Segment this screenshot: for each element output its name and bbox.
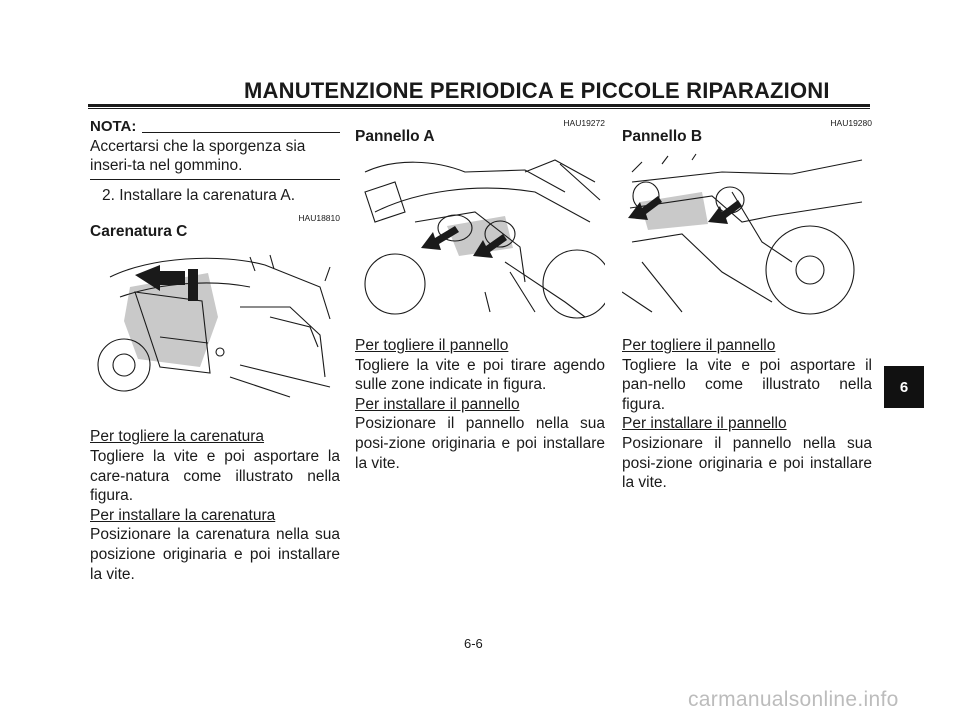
watermark: carmanualsonline.info xyxy=(688,688,899,711)
section-title-pannello-b: Pannello B xyxy=(622,128,703,145)
arrow-icon xyxy=(708,200,742,224)
section-title-carenatura-c: Carenatura C xyxy=(90,223,188,241)
fairing-c-illustration xyxy=(90,247,340,415)
install-panel-a-text: Posizionare il pannello nella sua posi-zione originaria e poi installare la vite. xyxy=(355,415,605,472)
note-rule xyxy=(142,132,340,133)
page-title: MANUTENZIONE PERIODICA E PICCOLE RIPARAZIONI xyxy=(244,78,830,103)
section-code: HAU19280 xyxy=(830,118,872,128)
page-number: 6-6 xyxy=(464,636,483,651)
section-title-pannello-a: Pannello A xyxy=(355,128,435,145)
header-rule-thin xyxy=(88,108,870,109)
note-label: NOTA: xyxy=(90,118,137,135)
install-fairing-text: Posizionare la carenatura nella sua posizione originaria e poi installare la vite. xyxy=(90,526,340,583)
column-right xyxy=(622,114,872,493)
header-rule xyxy=(88,104,870,107)
column-middle xyxy=(355,114,605,473)
remove-panel-a-text: Togliere la vite e poi tirare agendo sulle zone indicate in figura. xyxy=(355,356,605,394)
install-fairing-heading: Per installare la carenatura xyxy=(90,506,276,524)
remove-panel-b-text: Togliere la vite e poi asportare il pan-nello come illustrato nella figura. xyxy=(622,356,872,413)
note-heading-row xyxy=(90,117,340,137)
note-end-rule xyxy=(90,179,340,180)
remove-panel-b-heading: Per togliere il pannello xyxy=(622,337,776,354)
column-left xyxy=(90,114,340,584)
section-code: HAU19272 xyxy=(563,118,605,128)
panel-a-illustration xyxy=(355,152,605,324)
install-panel-b-text: Posizionare il pannello nella sua posi-zione originaria e poi installare la vite. xyxy=(622,434,872,492)
install-panel-b-heading: Per installare il pannello xyxy=(622,415,787,433)
remove-panel-a-heading: Per togliere il pannello xyxy=(355,337,509,354)
panel-b-illustration xyxy=(622,152,872,324)
step-2-text: 2. Installare la carenatura A. xyxy=(102,186,296,204)
chapter-tab: 6 xyxy=(884,366,924,408)
remove-fairing-heading: Per togliere la carenatura xyxy=(90,428,265,446)
remove-fairing-text: Togliere la vite e poi asportare la care-natura come illustrato nella figura. xyxy=(90,447,340,505)
note-text: Accertarsi che la sporgenza sia inseri-ta nel gommino. xyxy=(90,137,306,175)
section-code: HAU18810 xyxy=(298,213,340,224)
install-panel-a-heading: Per installare il pannello xyxy=(355,395,520,413)
